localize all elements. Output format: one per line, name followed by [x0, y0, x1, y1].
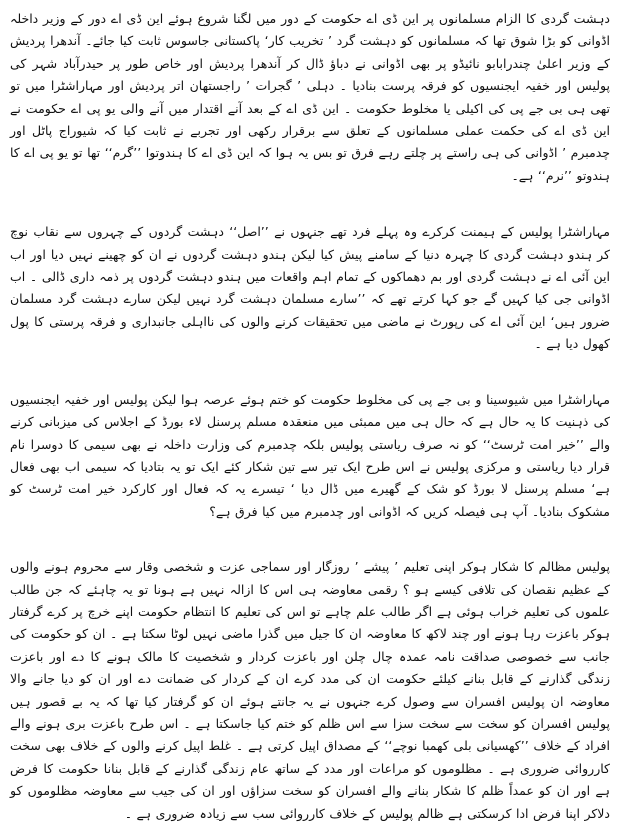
- article-paragraph-2: مہاراشٹرا پولیس کے ہیمنت کرکرے وہ پہلے فرد تھے جنہوں نے ’’اصل‘‘ دہشت گردوں کے چہروں سے نقاب نوچ کر ہندو دہشت گردی کا چہرہ دنیا کے سامنے پیش کیا لیکن ہندو دہشت گردوں نے ان کو چھینے نہیں دیا اور اب این آئی اے نے دہشت گردی اور بم دھماکوں کے تمام اہم واقعات میں ہندو دہشت گردوں پر ذمہ داری ڈالی ۔ اب اڈوانی جی کیا کہیں گے جو کہا کرتے تھے کہ ’’سارے مسلمان دہشت گرد نہیں لیکن سارے دہشت گرد مسلمان ضرور ہیں‘ این آئی اے کی رپورٹ نے ماضی میں تحقیقات کرنے والوں کی نااہلی جانبداری و فرقہ پرستی کا پول کھول دیا ہے ۔: [10, 224, 610, 352]
- article-paragraph-3: مہاراشٹرا میں شیوسینا و بی جے پی کی مخلوط حکومت کو ختم ہوئے عرصہ ہوا لیکن پولیس اور خفیہ ایجنسیوں کی ذہنیت کا یہ حال ہے کہ حال ہی میں ممبئی میں منعقدہ مسلم پرسنل لاء بورڈ کے اجلاس کی میزبانی کرنے والے ’’خیر امت ٹرسٹ‘‘ کو نہ صرف ریاستی پولیس بلکہ چدمبرم کی وزارت داخلہ نے بھی سیمی کا دوسرا نام قرار دیا ریاستی و مرکزی پولیس نے اس طرح ایک تیر سے تین شکار کئے ایک تو یہ بتادیا کہ سیمی اب بھی فعال ہے‘ مسلم پرسنل لا بورڈ کو شک کے گھیرے میں ڈال دیا ‘ تیسرے یہ کہ فعال اور کارکرد خیر امت ٹرسٹ کو مشکوک بنادیا۔ آپ ہی فیصلہ کریں کہ اڈوانی اور چدمبرم میں کیا فرق ہے؟: [10, 391, 610, 519]
- article-paragraph-4: پولیس مظالم کا شکار ہوکر اپنی تعلیم ’ پیشے ’ روزگار اور سماجی عزت و شخصی وقار سے محروم ہونے والوں کے عظیم نقصان کی تلافی کیسے ہو ؟ رقمی معاوضہ ہی اس کا ازالہ نہیں ہے ہونا تو یہ چاہئے کہ جن طالب علموں کی تعلیم خراب ہوئی ہے اگر طالب علم چاہے تو اس کی تعلیم کا انتظام حکومت اپنے خرچ پر کرے گرفتار ہوکر باعزت رہا ہونے اور چند لاکھ کا معاوضہ ان کا جیل میں گذرا ماضی نہیں لوٹا سکتا ہے ۔ ان کو حکومت کی جانب سے خصوصی صداقت نامہ عمدہ چال چلن اور باعزت کردار و شخصیت کا مالک ہونے کا دے اور باعزت زندگی گذارنے کے قابل بنانے کیلئے حکومت ان کی مدد کرے ان کے کردار کی ضمانت دے اور ان کو دیا جانے والا معاوضہ ان پولیس افسران سے وصول کرے جنہوں نے یہ جانتے ہوئے ان کو گرفتار کیا تھا کہ یہ بے قصور ہیں پولیس افسران کو سخت سے سخت سزا سے اس ظلم کو ختم کیا جاسکتا ہے ۔ اس طرح باعزت بری ہونے والے افراد کے خلاف ’’کھسیانی بلی کھمبا نوچے‘‘ کے مصداق اپیل کرتی ہے ۔ غلط اپیل کرنے والوں کے خلاف بھی سخت کارروائی ضروری ہے ۔ مظلوموں کو مراعات اور مدد کے ساتھ عام زندگی گذارنے کے قابل بنانا حکومت کا فرض ہے اور ان کو عمداً ظلم کا شکار بنانے والے افسران کو سخت سزاؤں اور ان کی جیب سے معاوضہ مظلوموں کو دلاکر اپنا فرض ادا کرسکتی ہے ظالم پولیس کے خلاف کارروائی سب سے زیادہ ضروری ہے ۔: [10, 559, 610, 821]
- article-paragraph-1: دہشت گردی کا الزام مسلمانوں پر این ڈی اے حکومت کے دور میں لگنا شروع ہوئے این ڈی اے دور کے وزیر داخلہ اڈوانی کو بڑا شوق تھا کہ مسلمانوں کو دہشت گرد ’ تخریب کار‘ پاکستانی جاسوس ثابت کیا جائے۔ آندھرا پردیش کے وزیر اعلیٰ چندرابابو نائیڈو پر بھی اڈوانی نے دباؤ ڈال کر آندھرا پردیش اور خاص طور پر حیدرآباد شہر کی پولیس اور خفیہ ایجنسیوں کو فرقہ پرست بنادیا ۔ دہلی ’ گجرات ’ راجستھان اتر پردیش اور مہاراشٹرا میں تو تھی ہی بی جے پی کی اکیلی یا مخلوط حکومت ۔ این ڈی اے کے بعد آنے اقتدار میں آنے والی یو پی اے حکومت نے این ڈی اے کی حکمت عملی مسلمانوں کے تعلق سے برقرار رکھی اور تجربے نے ثابت کیا کہ شیوراج پاٹل اور چدمبرم ’ اڈوانی کی ہی راستے پر چلتے رہے فرق تو بس یہ ہوا کہ این ڈی اے کا ہندوتوا ’’گرم‘‘ تھا تو یو پی اے کا ہندوتو ’’نرم‘‘ ہے۔: [10, 11, 610, 183]
